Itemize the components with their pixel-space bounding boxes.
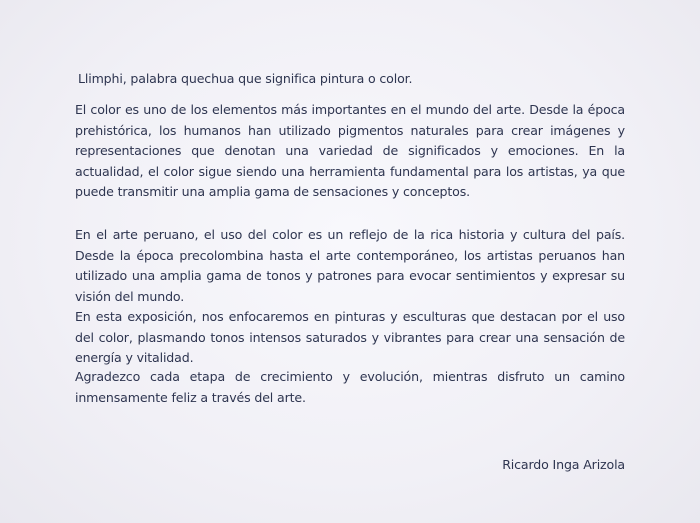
- paragraph-exhibition: En esta exposición, nos enfocaremos en pinturas y esculturas que destacan por el uso del color, plasmando tonos intensos saturados y vibrantes para crear una sensación de energía y vitalidad.: [75, 309, 625, 366]
- intro-line: Llimphi, palabra quechua que significa pintura o color.: [78, 71, 413, 86]
- author-signature: Ricardo Inga Arizola: [502, 457, 625, 472]
- paragraph-color-importance: El color es uno de los elementos más importantes en el mundo del arte. Desde la época prehistórica, los humanos han utilizado pigmentos naturales para crear imágenes y representaciones que denotan una variedad de significados y emociones. En la actualidad, el color sigue siendo una herramienta fundamental para los artistas, ya que puede transmitir una amplia gama de sensaciones y conceptos.: [75, 102, 625, 200]
- paragraph-gratitude: Agradezco cada etapa de crecimiento y evolución, mientras disfruto un camino inmensamente feliz a través del arte.: [75, 369, 625, 405]
- paragraph-peruvian-art: En el arte peruano, el uso del color es un reflejo de la rica historia y cultura del país. Desde la época precolombina hasta el arte contemporáneo, los artistas peruanos han utilizado una amplia gama de tonos y patrones para evocar sentimientos y expresar su visión del mundo.: [75, 227, 625, 304]
